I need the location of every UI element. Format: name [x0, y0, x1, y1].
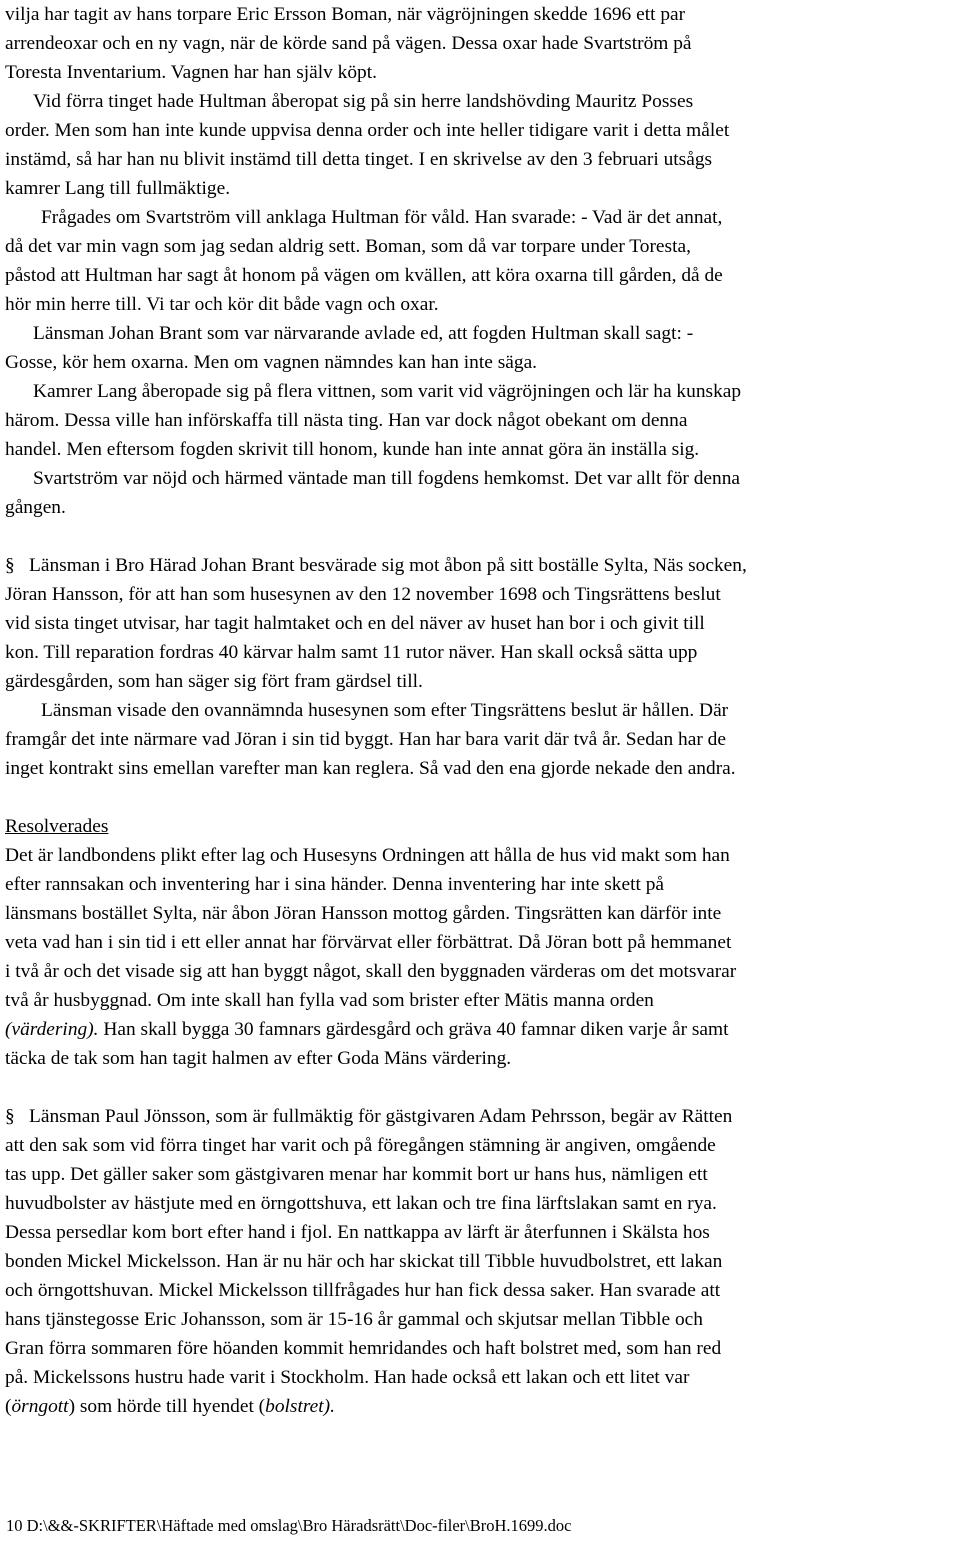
text-span: Han skall bygga 30 famnars gärdesgård och gräva 40 famnar diken varje år samt	[98, 1019, 729, 1040]
text-line	[5, 1392, 957, 1421]
text-line: på. Mickelssons hustru hade varit i Stockholm. Han hade också ett lakan och ett litet var	[5, 1367, 690, 1388]
text-line: hör min herre till. Vi tar och kör dit både vagn och oxar.	[5, 294, 439, 315]
text-line: Gosse, kör hem oxarna. Men om vagnen nämndes kan han inte säga.	[5, 352, 538, 373]
paragraph-block-4	[5, 1102, 957, 1421]
text-line: påstod att Hultman har sagt åt honom på vägen om kvällen, att köra oxarna till gården, då de	[5, 265, 723, 286]
text-line: i två år och det visade sig att han byggt något, skall den byggnaden värderas om det motsvarar	[5, 961, 737, 982]
text-line: att den sak som vid förra tinget har varit och på föregången stämning är angiven, omgående	[5, 1135, 716, 1156]
text-line: inget kontrakt sins emellan varefter man kan reglera. Så vad den ena gjorde nekade den andra.	[5, 758, 736, 779]
text-line: kon. Till reparation fordras 40 kärvar halm samt 11 rutor näver. Han skall också sätta upp	[5, 642, 698, 663]
document-page	[5, 0, 957, 1421]
section-sign: §	[5, 1106, 15, 1127]
text-line: två år husbyggnad. Om inte skall han fylla vad som brister efter Mätis manna orden	[5, 990, 654, 1011]
text-line: Det är landbondens plikt efter lag och Husesyns Ordningen att hålla de hus vid makt som han	[5, 845, 730, 866]
page-footer: 10 D:\&&-SKRIFTER\Häftade med omslag\Bro Häradsrätt\Doc-filer\BroH.1699.doc	[6, 1516, 572, 1535]
text-line	[5, 1102, 957, 1131]
text-line: Vid förra tinget hade Hultman åberopat sig på sin herre landshövding Mauritz Posses	[33, 91, 694, 112]
italic-term: örngott	[11, 1396, 69, 1417]
text-span: Länsman Paul Jönsson, som är fullmäktig för gästgivaren Adam Pehrsson, begär av Rätten	[29, 1106, 733, 1127]
paragraph-block-3	[5, 812, 957, 1073]
text-line: Frågades om Svartström vill anklaga Hultman för våld. Han svarade: - Vad är det annat,	[41, 207, 723, 228]
text-line: Kamrer Lang åberopade sig på flera vittnen, som varit vid vägröjningen och lär ha kunskap	[33, 381, 742, 402]
text-line	[5, 1015, 957, 1044]
blank-line	[5, 522, 957, 551]
text-line: Dessa persedlar kom bort efter hand i fjol. En nattkappa av lärft är återfunnen i Skälsta hos	[5, 1222, 710, 1243]
text-line: Jöran Hansson, för att han som husesynen av den 12 november 1698 och Tingsrättens beslut	[5, 584, 721, 605]
paragraph-block-2	[5, 551, 957, 783]
text-span: (	[5, 1396, 12, 1417]
text-line: länsmans bostället Sylta, när åbon Jöran Hansson mottog gården. Tingsrätten kan därför inte	[5, 903, 722, 924]
italic-term: (värdering).	[5, 1019, 99, 1040]
text-line: Toresta Inventarium. Vagnen har han själv köpt.	[5, 62, 377, 83]
blank-line	[5, 783, 957, 812]
text-span: ) som hörde till hyendet (	[68, 1396, 266, 1417]
text-line: Länsman visade den ovannämnda husesynen som efter Tingsrättens beslut är hållen. Där	[41, 700, 729, 721]
text-line: veta vad han i sin tid i ett eller annat har förvärvat eller förbättrat. Då Jöran bott på hemmanet	[5, 932, 732, 953]
text-line: handel. Men eftersom fogden skrivit till honom, kunde han inte annat göra än inställa sig.	[5, 439, 700, 460]
resolve-heading	[5, 812, 957, 841]
text-line: framgår det inte närmare vad Jöran i sin tid byggt. Han har bara varit där två år. Sedan har de	[5, 729, 726, 750]
text-line: arrendeoxar och en ny vagn, när de körde sand på vägen. Dessa oxar hade Svartström på	[5, 33, 692, 54]
text-line: bonden Mickel Mickelsson. Han är nu här och har skickat till Tibble huvudbolstret, ett lakan	[5, 1251, 723, 1272]
text-line: efter rannsakan och inventering har i sina händer. Denna inventering har inte skett på	[5, 874, 665, 895]
text-line: Svartström var nöjd och härmed väntade man till fogdens hemkomst. Det var allt för denna	[33, 468, 741, 489]
text-line: härom. Dessa ville han införskaffa till nästa ting. Han var dock något obekant om denna	[5, 410, 688, 431]
text-line: täcka de tak som han tagit halmen av efter Goda Mäns värdering.	[5, 1048, 512, 1069]
text-line: Länsman Johan Brant som var närvarande avlade ed, att fogden Hultman skall sagt: -	[33, 323, 694, 344]
text-line: huvudbolster av hästjute med en örngottshuva, ett lakan och tre fina lärftslakan samt en rya.	[5, 1193, 717, 1214]
text-line	[5, 551, 957, 580]
paragraph-block-1	[5, 0, 957, 522]
text-line: vilja har tagit av hans torpare Eric Ersson Boman, när vägröjningen skedde 1696 ett par	[5, 4, 686, 25]
text-line: order. Men som han inte kunde uppvisa denna order och inte heller tidigare varit i detta målet	[5, 120, 730, 141]
text-line: kamrer Lang till fullmäktige.	[5, 178, 231, 199]
text-line: Gran förra sommaren före höanden kommit hemridandes och haft bolstret med, som han red	[5, 1338, 722, 1359]
text-line: instämd, så har han nu blivit instämd till detta tinget. I en skrivelse av den 3 februari utsågs	[5, 149, 713, 170]
text-line: tas upp. Det gäller saker som gästgivaren menar har kommit bort ur hans hus, nämligen ett	[5, 1164, 708, 1185]
section-sign: §	[5, 555, 15, 576]
blank-line	[5, 1073, 957, 1102]
text-line: gången.	[5, 497, 66, 518]
italic-term: bolstret).	[265, 1396, 335, 1417]
text-line: hans tjänstegosse Eric Johansson, som är 15-16 år gammal och skjutsar mellan Tibble och	[5, 1309, 703, 1330]
text-line: vid sista tinget utvisar, har tagit halmtaket och en del näver av huset han bor i och givit till	[5, 613, 705, 634]
text-line: och örngottshuvan. Mickel Mickelsson tillfrågades hur han fick dessa saker. Han svarade att	[5, 1280, 721, 1301]
text-line: då det var min vagn som jag sedan aldrig sett. Boman, som då var torpare under Toresta,	[5, 236, 691, 257]
text-span: Länsman i Bro Härad Johan Brant besvärade sig mot åbon på sitt boställe Sylta, Näs socken,	[29, 555, 747, 576]
text-line: gärdesgården, som han säger sig fört fram gärdsel till.	[5, 671, 423, 692]
heading-text: Resolverades	[5, 816, 109, 837]
